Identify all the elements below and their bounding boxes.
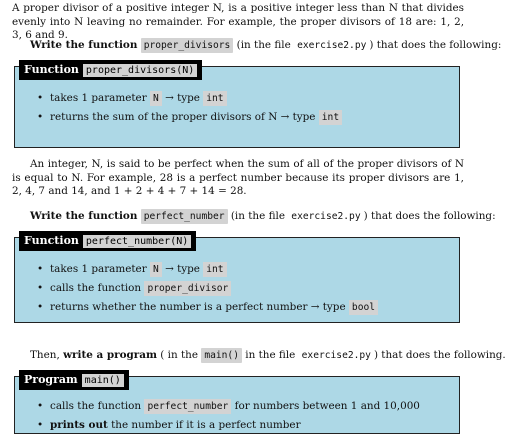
task-3-file: exercise2.py bbox=[301, 350, 371, 361]
task-1-suffix: ) that does the following: bbox=[369, 39, 502, 51]
list-item bbox=[37, 397, 453, 416]
task-2-bold: Write the function bbox=[30, 210, 138, 222]
bullet-text: returns the sum of the proper divisors of N → type bbox=[50, 111, 316, 123]
task-3-suffix: ) that does the following. bbox=[373, 349, 506, 361]
bullet-text: takes 1 parameter bbox=[50, 263, 147, 275]
bullet-text: returns whether the number is a perfect number → type bbox=[50, 301, 346, 313]
task-3-mid: ( in the bbox=[160, 349, 198, 361]
function-signature: perfect_number(N) bbox=[83, 235, 191, 248]
list-item bbox=[37, 260, 453, 279]
intro-paragraph-2: An integer, N, is said to be perfect when the sum of all of the proper divisors of N is equal to N. For example, 28 is a perfect number because its proper divisors are 1, 2, 4, 7 and 14, and 1 + 2 + 4 + 7 + 14 = 28. bbox=[12, 158, 464, 198]
program-label bbox=[19, 370, 129, 390]
list-item bbox=[37, 416, 453, 435]
list-item bbox=[37, 89, 453, 108]
task-3 bbox=[30, 346, 506, 365]
arrow-text: → type bbox=[165, 263, 200, 275]
arrow-text: → type bbox=[165, 92, 200, 104]
bullet-text: takes 1 parameter bbox=[50, 92, 147, 104]
type-badge: int bbox=[203, 91, 226, 106]
bullet-bold: prints out bbox=[50, 419, 108, 431]
bullet-list bbox=[37, 89, 453, 127]
label-kind: Function bbox=[24, 63, 79, 76]
task-2 bbox=[30, 207, 496, 226]
bullet-list bbox=[37, 260, 453, 317]
task-2-suffix: ) that does the following: bbox=[363, 210, 496, 222]
list-item bbox=[37, 298, 453, 317]
label-kind: Function bbox=[24, 234, 79, 247]
type-badge: int bbox=[319, 110, 342, 125]
program-signature: main() bbox=[82, 374, 124, 387]
task-1 bbox=[30, 36, 502, 55]
type-badge: int bbox=[203, 262, 226, 277]
function-signature: proper_divisors(N) bbox=[83, 64, 197, 77]
type-badge: bool bbox=[349, 300, 378, 315]
bullet-list bbox=[37, 397, 453, 435]
bullet-text-suffix: for numbers between 1 and 10,000 bbox=[234, 400, 420, 412]
task-1-function-name: proper_divisors bbox=[141, 38, 234, 53]
function-name-badge: perfect_number bbox=[144, 399, 231, 414]
task-2-function-name: perfect_number bbox=[141, 209, 228, 224]
function-box-proper-divisors bbox=[14, 63, 460, 148]
function-label bbox=[19, 60, 202, 80]
task-1-file-prefix: (in the file bbox=[236, 39, 291, 51]
function-box-perfect-number bbox=[14, 234, 460, 323]
task-2-file: exercise2.py bbox=[291, 211, 361, 222]
task-3-main: main() bbox=[201, 348, 242, 363]
task-2-file-prefix: (in the file bbox=[230, 210, 285, 222]
task-3-file-prefix: in the file bbox=[245, 349, 296, 361]
task-1-file: exercise2.py bbox=[297, 40, 367, 51]
function-name-badge: proper_divisor bbox=[144, 281, 231, 296]
list-item bbox=[37, 279, 453, 298]
task-3-prefix: Then, bbox=[30, 349, 60, 361]
task-1-bold: Write the function bbox=[30, 39, 138, 51]
label-kind: Program bbox=[24, 373, 78, 386]
param-name: N bbox=[150, 262, 162, 277]
param-name: N bbox=[150, 91, 162, 106]
function-label bbox=[19, 231, 196, 251]
bullet-text: calls the function bbox=[50, 282, 142, 294]
bullet-text: calls the function bbox=[50, 400, 142, 412]
task-3-bold: write a program bbox=[63, 349, 157, 361]
bullet-text-suffix: the number if it is a perfect number bbox=[111, 419, 301, 431]
list-item bbox=[37, 108, 453, 127]
intro-paragraph-1: A proper divisor of a positive integer N, is a positive integer less than N that divides evenly into N leaving no remainder. For example, the proper divisors of 18 are: 1, 2, 3, 6 and 9. bbox=[12, 2, 464, 42]
program-box-main bbox=[14, 373, 460, 434]
